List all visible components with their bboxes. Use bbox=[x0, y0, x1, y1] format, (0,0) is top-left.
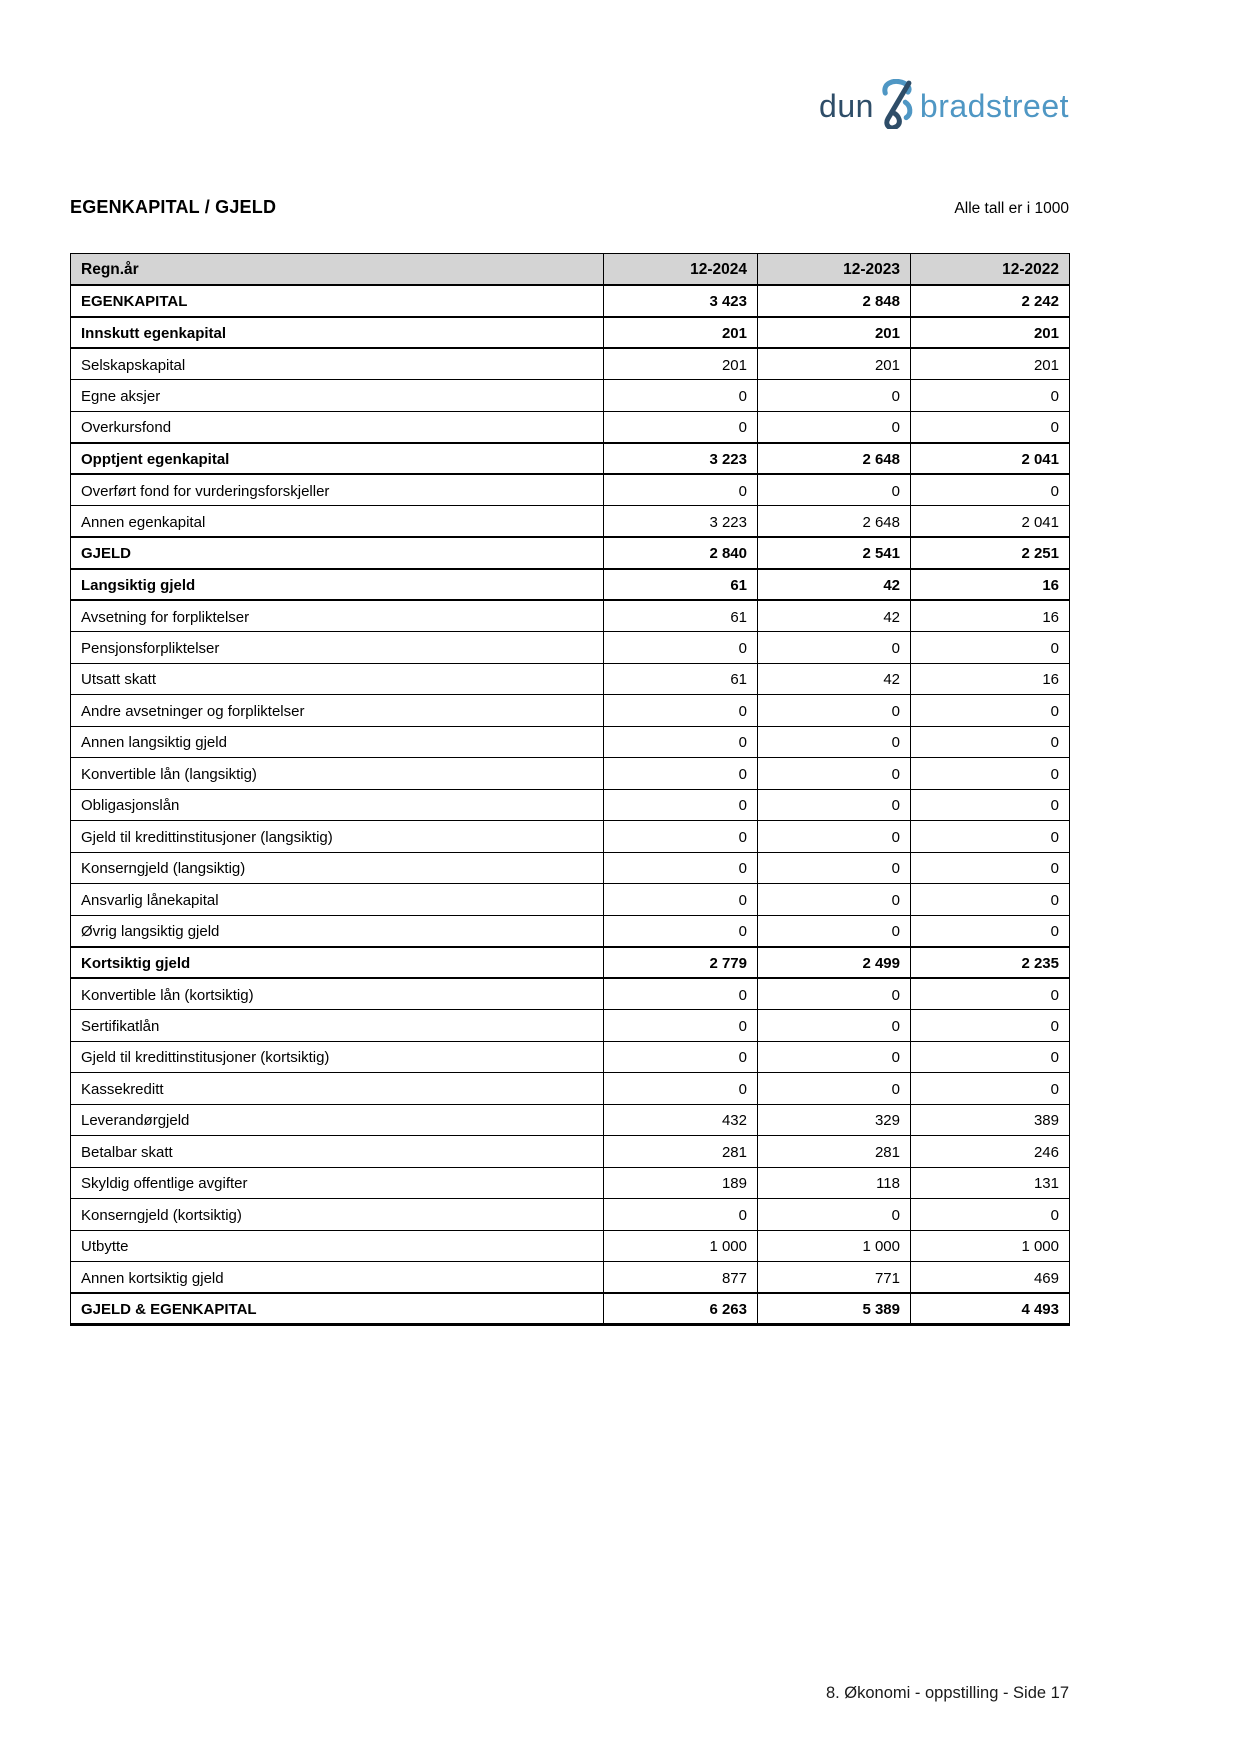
page-footer: 8. Økonomi - oppstilling - Side 17 bbox=[825, 1684, 1069, 1702]
cell-value: 0 bbox=[604, 789, 758, 821]
cell-value: 2 848 bbox=[758, 285, 911, 317]
table-row bbox=[71, 600, 1070, 632]
cell-value: 246 bbox=[911, 1136, 1070, 1168]
cell-value: 42 bbox=[758, 569, 911, 601]
cell-value: 2 251 bbox=[911, 537, 1070, 569]
cell-value: 0 bbox=[604, 1010, 758, 1042]
table-row bbox=[71, 569, 1070, 601]
row-label: Obligasjonslån bbox=[71, 789, 604, 821]
cell-value: 0 bbox=[911, 474, 1070, 506]
row-label: Øvrig langsiktig gjeld bbox=[71, 915, 604, 947]
table-row bbox=[71, 1104, 1070, 1136]
cell-value: 0 bbox=[604, 411, 758, 443]
table-row bbox=[71, 947, 1070, 979]
cell-value: 0 bbox=[604, 1199, 758, 1231]
cell-value: 0 bbox=[604, 695, 758, 727]
cell-value: 4 493 bbox=[911, 1293, 1070, 1325]
cell-value: 0 bbox=[911, 915, 1070, 947]
cell-value: 201 bbox=[911, 317, 1070, 349]
cell-value: 0 bbox=[604, 380, 758, 412]
cell-value: 0 bbox=[604, 821, 758, 853]
cell-value: 0 bbox=[758, 632, 911, 664]
cell-value: 0 bbox=[911, 380, 1070, 412]
table-row bbox=[71, 1167, 1070, 1199]
row-label: Gjeld til kredittinstitusjoner (langsiktig) bbox=[71, 821, 604, 853]
row-label: Andre avsetninger og forpliktelser bbox=[71, 695, 604, 727]
cell-value: 201 bbox=[758, 317, 911, 349]
cell-value: 0 bbox=[758, 978, 911, 1010]
ampersand-icon bbox=[878, 79, 918, 129]
row-label: Utbytte bbox=[71, 1230, 604, 1262]
cell-value: 0 bbox=[604, 884, 758, 916]
table-row bbox=[71, 632, 1070, 664]
cell-value: 432 bbox=[604, 1104, 758, 1136]
cell-value: 16 bbox=[911, 600, 1070, 632]
row-label: Konserngjeld (langsiktig) bbox=[71, 852, 604, 884]
cell-value: 469 bbox=[911, 1262, 1070, 1294]
cell-value: 3 223 bbox=[604, 443, 758, 475]
column-header-12-2022: 12-2022 bbox=[911, 254, 1070, 286]
table-row bbox=[71, 506, 1070, 538]
table-row bbox=[71, 789, 1070, 821]
row-label: Overført fond for vurderingsforskjeller bbox=[71, 474, 604, 506]
cell-value: 0 bbox=[758, 884, 911, 916]
cell-value: 0 bbox=[758, 821, 911, 853]
cell-value: 2 242 bbox=[911, 285, 1070, 317]
table-row bbox=[71, 1136, 1070, 1168]
row-label: Langsiktig gjeld bbox=[71, 569, 604, 601]
cell-value: 42 bbox=[758, 600, 911, 632]
cell-value: 0 bbox=[758, 474, 911, 506]
table-row bbox=[71, 821, 1070, 853]
table-row bbox=[71, 978, 1070, 1010]
cell-value: 3 423 bbox=[604, 285, 758, 317]
cell-value: 0 bbox=[758, 758, 911, 790]
cell-value: 771 bbox=[758, 1262, 911, 1294]
cell-value: 0 bbox=[758, 1041, 911, 1073]
cell-value: 0 bbox=[604, 852, 758, 884]
cell-value: 0 bbox=[604, 1073, 758, 1105]
cell-value: 1 000 bbox=[758, 1230, 911, 1262]
cell-value: 0 bbox=[758, 695, 911, 727]
logo-text-bradstreet: bradstreet bbox=[919, 87, 1069, 124]
row-label: Avsetning for forpliktelser bbox=[71, 600, 604, 632]
table-row bbox=[71, 443, 1070, 475]
cell-value: 0 bbox=[604, 758, 758, 790]
cell-value: 1 000 bbox=[911, 1230, 1070, 1262]
row-label: Gjeld til kredittinstitusjoner (kortsiktig) bbox=[71, 1041, 604, 1073]
column-header-regnaar: Regn.år bbox=[71, 254, 604, 286]
column-header-12-2023: 12-2023 bbox=[758, 254, 911, 286]
row-label: Ansvarlig lånekapital bbox=[71, 884, 604, 916]
cell-value: 1 000 bbox=[604, 1230, 758, 1262]
table-row bbox=[71, 348, 1070, 380]
cell-value: 0 bbox=[758, 1010, 911, 1042]
table-row bbox=[71, 474, 1070, 506]
row-label: Skyldig offentlige avgifter bbox=[71, 1167, 604, 1199]
table-row bbox=[71, 317, 1070, 349]
cell-value: 0 bbox=[911, 821, 1070, 853]
page-title: EGENKAPITAL / GJELD bbox=[70, 197, 277, 217]
cell-value: 0 bbox=[911, 852, 1070, 884]
row-label: Konvertible lån (kortsiktig) bbox=[71, 978, 604, 1010]
cell-value: 0 bbox=[604, 726, 758, 758]
table-row bbox=[71, 726, 1070, 758]
row-label: GJELD & EGENKAPITAL bbox=[71, 1293, 604, 1325]
cell-value: 0 bbox=[604, 474, 758, 506]
row-label: Annen langsiktig gjeld bbox=[71, 726, 604, 758]
cell-value: 0 bbox=[758, 789, 911, 821]
table-row bbox=[71, 758, 1070, 790]
cell-value: 2 779 bbox=[604, 947, 758, 979]
row-label: Betalbar skatt bbox=[71, 1136, 604, 1168]
row-label: Annen egenkapital bbox=[71, 506, 604, 538]
row-label: Selskapskapital bbox=[71, 348, 604, 380]
cell-value: 0 bbox=[911, 1041, 1070, 1073]
cell-value: 0 bbox=[911, 758, 1070, 790]
cell-value: 0 bbox=[911, 1010, 1070, 1042]
cell-value: 0 bbox=[758, 411, 911, 443]
cell-value: 2 648 bbox=[758, 506, 911, 538]
cell-value: 0 bbox=[758, 1199, 911, 1231]
cell-value: 61 bbox=[604, 600, 758, 632]
table-row bbox=[71, 1041, 1070, 1073]
cell-value: 0 bbox=[604, 1041, 758, 1073]
table-row bbox=[71, 1230, 1070, 1262]
row-label: Pensjonsforpliktelser bbox=[71, 632, 604, 664]
row-label: EGENKAPITAL bbox=[71, 285, 604, 317]
row-label: Sertifikatlån bbox=[71, 1010, 604, 1042]
cell-value: 2 541 bbox=[758, 537, 911, 569]
units-note: Alle tall er i 1000 bbox=[954, 200, 1069, 217]
cell-value: 329 bbox=[758, 1104, 911, 1136]
balance-sheet-table bbox=[70, 253, 1070, 1326]
cell-value: 281 bbox=[604, 1136, 758, 1168]
column-header-12-2024: 12-2024 bbox=[604, 254, 758, 286]
row-label: Leverandørgjeld bbox=[71, 1104, 604, 1136]
cell-value: 0 bbox=[911, 726, 1070, 758]
row-label: Overkursfond bbox=[71, 411, 604, 443]
row-label: Innskutt egenkapital bbox=[71, 317, 604, 349]
cell-value: 0 bbox=[911, 789, 1070, 821]
table-row bbox=[71, 285, 1070, 317]
table-row bbox=[71, 884, 1070, 916]
table-row bbox=[71, 1199, 1070, 1231]
cell-value: 2 648 bbox=[758, 443, 911, 475]
cell-value: 2 041 bbox=[911, 506, 1070, 538]
cell-value: 0 bbox=[604, 632, 758, 664]
cell-value: 61 bbox=[604, 569, 758, 601]
cell-value: 189 bbox=[604, 1167, 758, 1199]
cell-value: 0 bbox=[911, 978, 1070, 1010]
table-header-row bbox=[71, 254, 1070, 286]
cell-value: 201 bbox=[911, 348, 1070, 380]
table-row bbox=[71, 695, 1070, 727]
cell-value: 0 bbox=[758, 1073, 911, 1105]
row-label: Egne aksjer bbox=[71, 380, 604, 412]
logo-text-dun: dun bbox=[819, 87, 874, 124]
cell-value: 3 223 bbox=[604, 506, 758, 538]
title-row bbox=[70, 197, 1069, 218]
cell-value: 2 041 bbox=[911, 443, 1070, 475]
cell-value: 0 bbox=[604, 978, 758, 1010]
row-label: Konserngjeld (kortsiktig) bbox=[71, 1199, 604, 1231]
cell-value: 0 bbox=[911, 1073, 1070, 1105]
cell-value: 2 235 bbox=[911, 947, 1070, 979]
cell-value: 0 bbox=[604, 915, 758, 947]
row-label: GJELD bbox=[71, 537, 604, 569]
cell-value: 0 bbox=[758, 852, 911, 884]
cell-value: 0 bbox=[911, 695, 1070, 727]
cell-value: 131 bbox=[911, 1167, 1070, 1199]
cell-value: 16 bbox=[911, 663, 1070, 695]
cell-value: 2 840 bbox=[604, 537, 758, 569]
cell-value: 201 bbox=[604, 317, 758, 349]
cell-value: 201 bbox=[604, 348, 758, 380]
cell-value: 61 bbox=[604, 663, 758, 695]
table-row bbox=[71, 411, 1070, 443]
cell-value: 16 bbox=[911, 569, 1070, 601]
cell-value: 389 bbox=[911, 1104, 1070, 1136]
dun-bradstreet-logo bbox=[819, 80, 1069, 132]
cell-value: 201 bbox=[758, 348, 911, 380]
row-label: Kassekreditt bbox=[71, 1073, 604, 1105]
cell-value: 281 bbox=[758, 1136, 911, 1168]
row-label: Kortsiktig gjeld bbox=[71, 947, 604, 979]
row-label: Konvertible lån (langsiktig) bbox=[71, 758, 604, 790]
cell-value: 6 263 bbox=[604, 1293, 758, 1325]
table-row bbox=[71, 852, 1070, 884]
row-label: Opptjent egenkapital bbox=[71, 443, 604, 475]
cell-value: 0 bbox=[758, 915, 911, 947]
cell-value: 0 bbox=[911, 411, 1070, 443]
cell-value: 0 bbox=[758, 726, 911, 758]
cell-value: 0 bbox=[911, 884, 1070, 916]
cell-value: 0 bbox=[911, 632, 1070, 664]
table-row bbox=[71, 663, 1070, 695]
table-row bbox=[71, 1262, 1070, 1294]
cell-value: 5 389 bbox=[758, 1293, 911, 1325]
table-row bbox=[71, 1010, 1070, 1042]
row-label: Utsatt skatt bbox=[71, 663, 604, 695]
cell-value: 0 bbox=[911, 1199, 1070, 1231]
cell-value: 118 bbox=[758, 1167, 911, 1199]
table-row bbox=[71, 380, 1070, 412]
cell-value: 42 bbox=[758, 663, 911, 695]
table-body bbox=[71, 285, 1070, 1325]
row-label: Annen kortsiktig gjeld bbox=[71, 1262, 604, 1294]
cell-value: 877 bbox=[604, 1262, 758, 1294]
table-row bbox=[71, 537, 1070, 569]
table-row bbox=[71, 1293, 1070, 1325]
table-row bbox=[71, 1073, 1070, 1105]
cell-value: 2 499 bbox=[758, 947, 911, 979]
table-row bbox=[71, 915, 1070, 947]
cell-value: 0 bbox=[758, 380, 911, 412]
